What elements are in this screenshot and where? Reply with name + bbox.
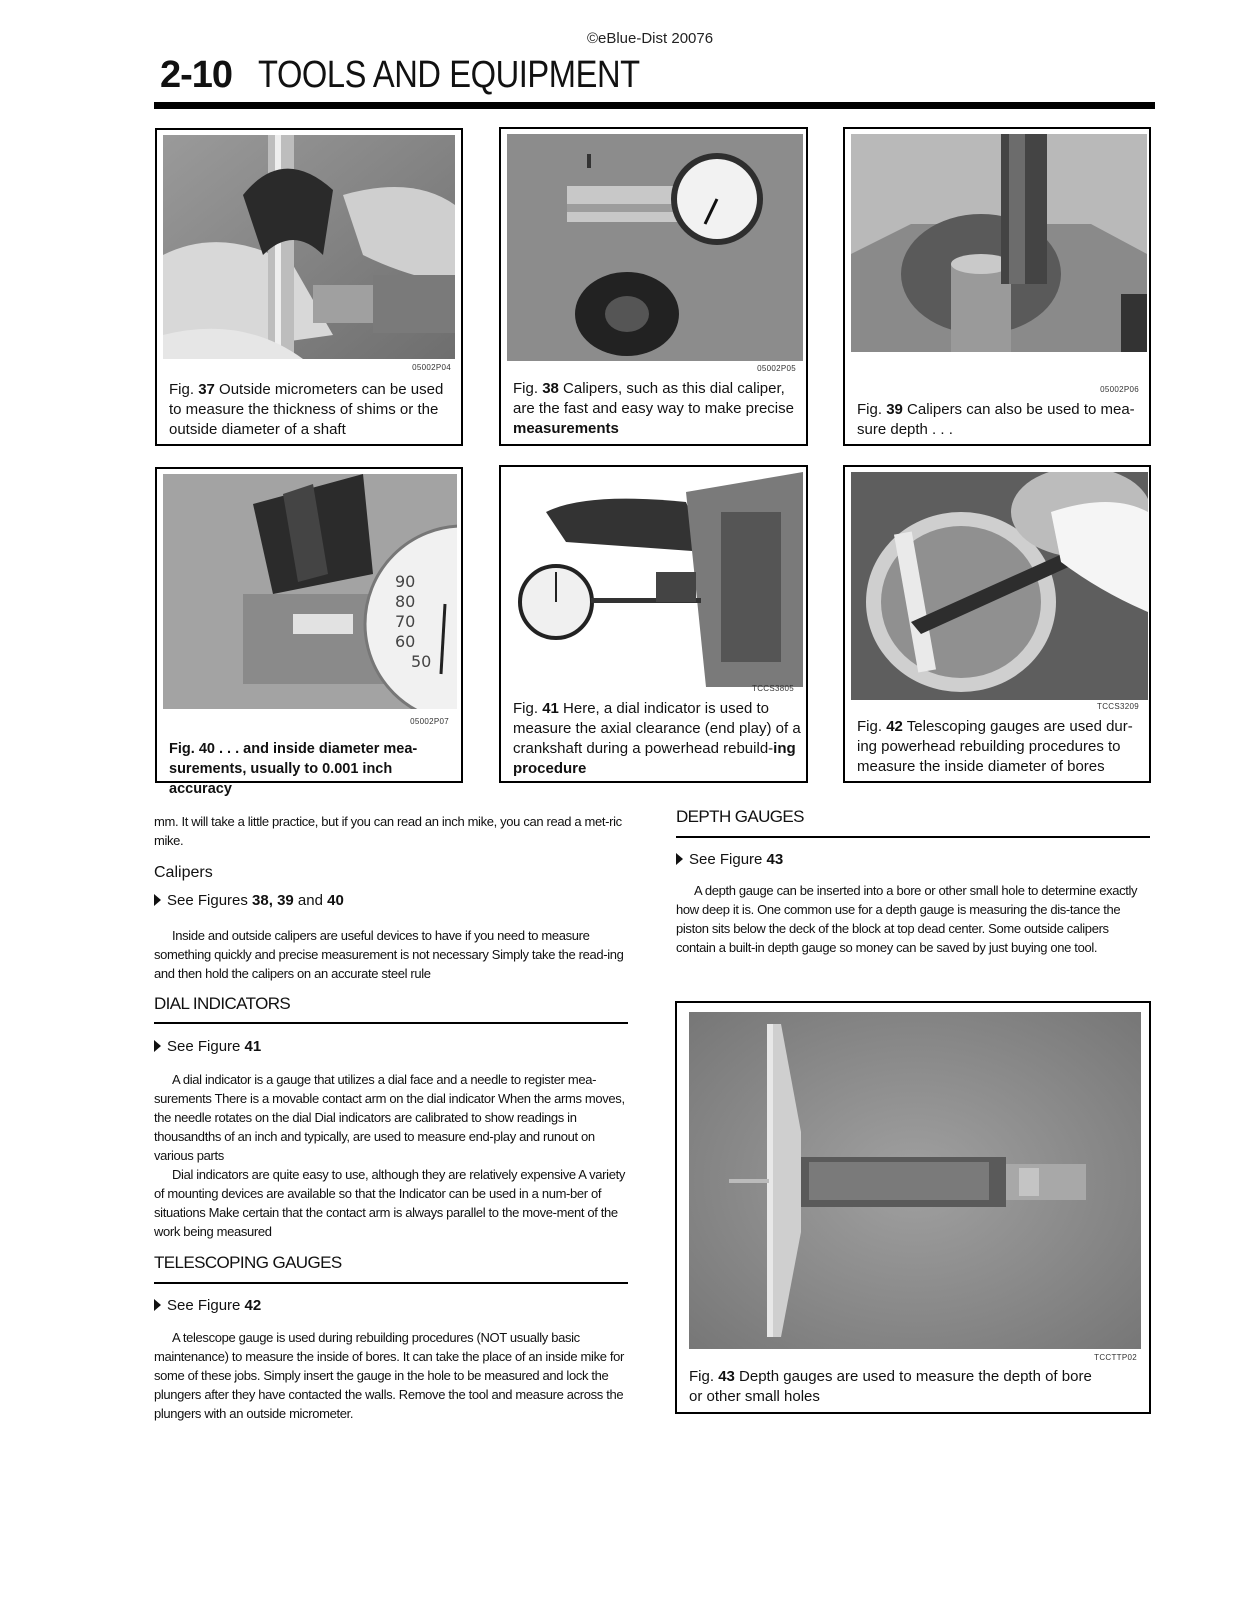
figure-number: 40 bbox=[198, 741, 215, 757]
depth-gauges-body: A depth gauge can be inserted into a bore or other small hole to determine exactly how deep it is. One common use for a depth gauge is measuring the dis-tance the piston sits below the deck of the block at top dead center. Some outside calipers contain a built-in depth gauge so money can be saved by just buying one tool. bbox=[676, 883, 1138, 955]
arrow-icon bbox=[154, 1299, 161, 1311]
figure-37 bbox=[155, 128, 463, 446]
figure-41-photo bbox=[506, 472, 803, 687]
figure-38-caption bbox=[513, 379, 803, 439]
caption-prefix: Fig. bbox=[689, 1368, 719, 1385]
section-rule bbox=[676, 836, 1150, 838]
figure-40-code: 05002P07 bbox=[410, 717, 449, 726]
caption-tail: ing procedure bbox=[513, 740, 796, 777]
telescoping-see-figure bbox=[154, 1297, 261, 1314]
figure-number: 41 bbox=[542, 700, 559, 717]
caption-text: Telescoping gauges are used dur-ing powerhead rebuilding procedures to measure the inside diameter of bores bbox=[857, 718, 1133, 775]
see-refs: 38, 39 bbox=[252, 892, 294, 909]
calipers-see-figures bbox=[154, 892, 344, 909]
header-rule bbox=[154, 102, 1155, 109]
caption-prefix: Fig. bbox=[857, 718, 887, 735]
dial-number: 60 bbox=[395, 632, 416, 651]
telescoping-body: A telescope gauge is used during rebuilding procedures (NOT usually basic maintenance) to measure the inside of bores. It can take the place of an inside mike for some of these jobs. Simply insert the gauge in the hole to be measured and lock the plungers after they have contacted the walls. Remove the tool and measure across the plungers with an outside micrometer. bbox=[154, 1330, 624, 1421]
dial-indicators-see-figure bbox=[154, 1038, 261, 1055]
caption-prefix: Fig. bbox=[169, 741, 199, 757]
depth-see-figure bbox=[676, 851, 783, 868]
section-rule bbox=[154, 1282, 628, 1284]
figure-42 bbox=[843, 465, 1151, 783]
caption-text: Calipers can also be used to mea-sure depth . . . bbox=[857, 401, 1135, 438]
figure-42-photo bbox=[851, 472, 1148, 700]
figure-37-photo bbox=[163, 135, 455, 359]
caption-prefix: Fig. bbox=[169, 381, 199, 398]
figure-38-photo bbox=[507, 134, 803, 361]
figure-number: 42 bbox=[886, 718, 903, 735]
caption-text: Depth gauges are used to measure the depth of bore or other small holes bbox=[689, 1368, 1092, 1405]
figure-number: 37 bbox=[198, 381, 215, 398]
see-prefix: See Figures bbox=[167, 892, 253, 909]
arrow-icon bbox=[154, 894, 161, 906]
arrow-icon bbox=[676, 853, 683, 865]
see-ref: 42 bbox=[244, 1297, 262, 1314]
depth-gauges-heading: DEPTH GAUGES bbox=[676, 807, 804, 826]
caption-prefix: Fig. bbox=[857, 401, 887, 418]
caption-text: . . . and inside diameter mea-surements, usually to 0.001 inch accuracy bbox=[169, 741, 418, 797]
figure-41 bbox=[499, 465, 808, 783]
figure-39-photo bbox=[851, 134, 1147, 352]
figure-43-photo bbox=[689, 1012, 1141, 1349]
caption-text: Outside micrometers can be used to measure the thickness of shims or the outside diameter of a shaft bbox=[169, 381, 444, 438]
caption-prefix: Fig. bbox=[513, 700, 543, 717]
caption-text: Calipers, such as this dial caliper, are the fast and easy way to make precise bbox=[513, 380, 794, 417]
see-prefix: See Figure bbox=[167, 1038, 245, 1055]
figure-38-code: 05002P05 bbox=[757, 364, 796, 373]
figure-39-code: 05002P06 bbox=[1100, 385, 1139, 394]
figure-37-caption bbox=[169, 380, 459, 440]
dial-numbers bbox=[395, 572, 431, 672]
see-and: and bbox=[293, 892, 328, 909]
watermark: ©eBlue-Dist 20076 bbox=[586, 30, 714, 47]
dial-indicators-body bbox=[154, 1070, 630, 1241]
section-rule bbox=[154, 1022, 628, 1024]
figure-43-code: TCCTTP02 bbox=[1094, 1353, 1137, 1362]
figure-43-caption bbox=[689, 1367, 1109, 1407]
figure-42-caption bbox=[857, 717, 1147, 777]
dial-number: 50 bbox=[411, 652, 432, 671]
see-prefix: See Figure bbox=[689, 851, 767, 868]
figure-41-caption bbox=[513, 699, 803, 779]
calipers-heading: Calipers bbox=[154, 864, 213, 881]
calipers-body: Inside and outside calipers are useful devices to have if you need to measure something quickly and precise measurement is not necessary Simply take the read-ing and then hold the calipers on an accurate steel rule bbox=[154, 928, 624, 981]
figure-40-caption bbox=[169, 739, 459, 799]
figure-41-code: TCCS3805 bbox=[752, 684, 794, 693]
dial-indicators-heading: DIAL INDICATORS bbox=[154, 994, 291, 1013]
figure-37-code: 05002P04 bbox=[412, 363, 451, 372]
figure-43 bbox=[675, 1001, 1151, 1414]
figure-number: 43 bbox=[718, 1368, 735, 1385]
telescoping-gauges-heading: TELESCOPING GAUGES bbox=[154, 1253, 342, 1272]
figure-39 bbox=[843, 127, 1151, 446]
figure-40-photo bbox=[163, 474, 457, 709]
arrow-icon bbox=[154, 1040, 161, 1052]
see-ref: 41 bbox=[244, 1038, 262, 1055]
caption-text: Here, a dial indicator is used to measure the axial clearance (end play) of a crankshaft during a powerhead rebuild- bbox=[513, 700, 801, 757]
paragraph: Dial indicators are quite easy to use, although they are relatively expensive A variety of mounting devices are available so that the Indicator can be used in a num-ber of situations Make certain that the contact arm is always parallel to the move-ment of the work being measured bbox=[154, 1167, 625, 1239]
caption-prefix: Fig. bbox=[513, 380, 543, 397]
figure-38 bbox=[499, 127, 808, 446]
dial-number: 90 bbox=[395, 572, 416, 591]
figure-number: 38 bbox=[542, 380, 559, 397]
figure-40 bbox=[155, 467, 463, 797]
caption-tail: measurements bbox=[513, 420, 619, 437]
see-ref: 43 bbox=[766, 851, 784, 868]
figure-number: 39 bbox=[886, 401, 903, 418]
page-title: TOOLS AND EQUIPMENT bbox=[258, 54, 640, 96]
see-prefix: See Figure bbox=[167, 1297, 245, 1314]
figure-42-code: TCCS3209 bbox=[1097, 702, 1139, 711]
dial-number: 80 bbox=[395, 592, 416, 611]
page-number: 2-10 bbox=[160, 54, 233, 96]
see-last: 40 bbox=[327, 892, 344, 909]
dial-number: 70 bbox=[395, 612, 416, 631]
figure-39-caption bbox=[857, 400, 1147, 440]
paragraph: A dial indicator is a gauge that utilizes a dial face and a needle to register mea-surements There is a movable contact arm on the dial indicator When the arms moves, the needle rotates on the dial Dial indicators are calibrated to show readings in thousandths of an inch and typically, are used to measure end-play and runout on various parts bbox=[154, 1072, 625, 1163]
intro-paragraph: mm. It will take a little practice, but if you can read an inch mike, you can read a met-ric mike. bbox=[154, 814, 622, 848]
